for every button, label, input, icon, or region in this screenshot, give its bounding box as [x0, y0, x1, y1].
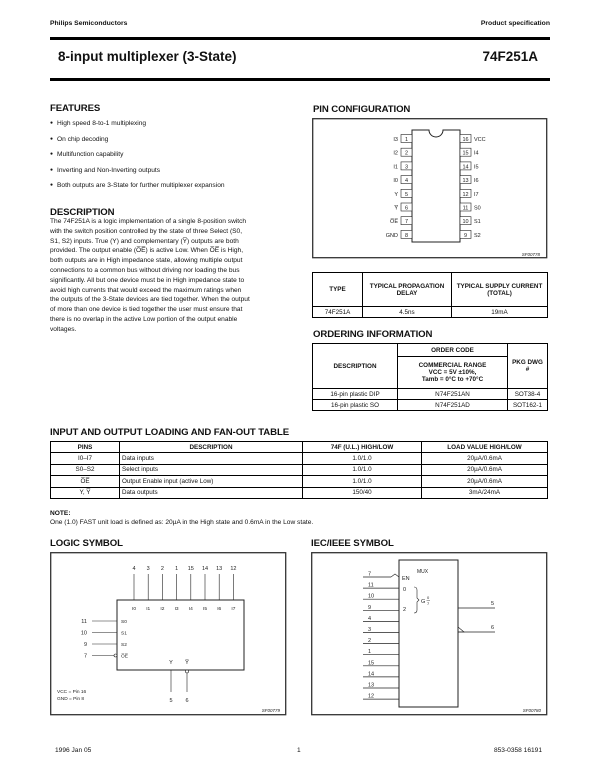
pin-label: O̅E̅ — [121, 654, 128, 660]
pin-number: 14 — [201, 566, 209, 572]
pin-number: 4 — [404, 178, 409, 185]
pin-number: 7 — [404, 219, 409, 226]
range-line: Tamb = 0°C to +70°C — [421, 376, 484, 383]
pin-number: 8 — [404, 232, 409, 239]
pin-label: I2 — [160, 607, 165, 612]
output-pin: 6 — [491, 625, 495, 631]
fanout-heading: INPUT AND OUTPUT LOADING AND FAN-OUT TABLE — [50, 427, 290, 438]
feature-item: ● High speed 8-to-1 multiplexing — [50, 120, 146, 127]
cell: 3mA/24mA — [422, 487, 548, 499]
cell: Y, Y̅ — [51, 487, 120, 499]
figure-code: SF00780 — [522, 708, 541, 713]
pin-config-heading: PIN CONFIGURATION — [313, 104, 411, 115]
pin-number: 4 — [132, 566, 136, 572]
pin-label: S0 — [474, 205, 481, 212]
feature-item: ● Inverting and Non-Inverting outputs — [50, 167, 160, 174]
pin-config-diagram — [312, 118, 548, 259]
logic-symbol-diagram — [50, 552, 287, 716]
cell: 150/40 — [303, 487, 422, 499]
description-heading: DESCRIPTION — [50, 207, 115, 218]
description-line: S1, S2) inputs. True (Y) and complementary (Y̅) outputs are both — [50, 237, 239, 245]
pin-number: 10 — [368, 593, 375, 600]
figure-code: SF00778 — [521, 252, 540, 257]
g-label: G — [421, 599, 426, 605]
pin-number: 10 — [80, 630, 87, 637]
pin-number: 7 — [83, 653, 87, 660]
cell: SOT38-4 — [508, 389, 548, 400]
col-header: DESCRIPTION — [120, 442, 303, 453]
cell: Select inputs — [120, 464, 303, 476]
pin-number: 15 — [368, 660, 375, 667]
vcc-note: VCC = Pin 16 — [57, 690, 87, 695]
pin-label: I4 — [188, 607, 193, 612]
pin-label: VCC — [474, 137, 486, 143]
inversion-bubble-icon — [186, 670, 189, 673]
cell: 20µA/0.6mA — [422, 453, 548, 465]
pin-label: S1 — [474, 219, 481, 226]
pin-label: I1 — [393, 164, 398, 171]
pin-number: 15 — [187, 566, 194, 572]
pin-label: O̅E̅ — [390, 219, 398, 226]
cell: 74F251A — [313, 307, 363, 318]
pin-number: 11 — [462, 205, 469, 212]
g-range: 0 — [427, 595, 430, 600]
description-line: The 74F251A is a logic implementation of a single 8-position switch — [50, 218, 247, 225]
iec-symbol-heading: IEC/IEEE SYMBOL — [311, 538, 394, 549]
description-line: there is no overlap in the active Low portion of the output enable — [50, 315, 238, 323]
pin-number: 1 — [368, 649, 372, 656]
ordering-heading: ORDERING INFORMATION — [313, 329, 433, 340]
pin-number: 2 — [404, 150, 409, 157]
pin-label: I7 — [474, 191, 479, 198]
pin-label: I1 — [146, 607, 151, 612]
note-text: One (1.0) FAST unit load is defined as: 20µA in the High state and 0.6mA in the Low state. — [50, 519, 314, 526]
feature-item: ● On chip decoding — [50, 136, 108, 143]
type-table — [312, 272, 548, 318]
table-row — [51, 476, 548, 488]
pin-number: 2 — [160, 566, 164, 572]
pin-number: 14 — [462, 164, 469, 171]
part-number: 74F251A — [482, 49, 538, 64]
note-label: NOTE: — [50, 510, 71, 517]
pin-number: 9 — [463, 232, 468, 239]
en-label: EN — [402, 576, 410, 582]
pin-label: I7 — [231, 607, 236, 612]
pin-number: 2 — [368, 638, 372, 645]
ordering-table — [312, 343, 548, 411]
pin-label: I4 — [474, 150, 479, 157]
features-heading: FEATURES — [50, 103, 101, 114]
page-number: 1 — [297, 747, 301, 754]
header-rule — [50, 37, 550, 40]
table-row — [51, 487, 548, 499]
output-label: Y — [169, 660, 173, 666]
pin-number: 6 — [185, 698, 189, 704]
pin-number: 3 — [146, 566, 150, 572]
pin-number: 7 — [368, 571, 372, 578]
cell: 16-pin plastic SO — [313, 400, 398, 411]
table-row — [313, 389, 548, 400]
col-header: DESCRIPTION — [313, 344, 398, 389]
pin-number: 1 — [175, 566, 179, 572]
table-row — [51, 464, 548, 476]
description-line: significantly. All but one device must be in High impedance state to — [50, 276, 245, 284]
footer-date: 1996 Jan 05 — [55, 747, 92, 754]
pin-label: I5 — [474, 164, 479, 171]
pin-label: I3 — [174, 607, 179, 612]
title-rule — [50, 78, 550, 81]
feature-item: ● Multifunction capability — [50, 151, 123, 158]
fanout-table — [50, 441, 548, 499]
logic-symbol-heading: LOGIC SYMBOL — [50, 538, 123, 549]
pin-number: 9 — [83, 642, 87, 648]
pin-label: S1 — [121, 631, 127, 637]
range-line: COMMERCIAL RANGE — [418, 362, 487, 369]
cell: 1.0/1.0 — [303, 453, 422, 465]
pin-label: Y̅ — [394, 205, 398, 212]
description-line: of more than one device is tied together the user must ensure that — [50, 306, 243, 314]
cell: I0–I7 — [51, 453, 120, 465]
pin-label: S2 — [474, 232, 481, 239]
brace-icon — [414, 587, 419, 613]
description-line: both outputs are in High impedance state, allowing multiple output — [50, 257, 243, 265]
cell: 1.0/1.0 — [303, 476, 422, 488]
pin-number: 9 — [368, 604, 372, 611]
pin-number: 6 — [404, 205, 409, 212]
cell: 16-pin plastic DIP — [313, 389, 398, 400]
pin-number: 13 — [216, 566, 223, 572]
pin-number: 15 — [462, 150, 469, 157]
col-header: 74F (U.L.) HIGH/LOW — [303, 442, 422, 453]
inverter-icon — [458, 627, 464, 632]
col-header: LOAD VALUE HIGH/LOW — [422, 442, 548, 453]
description-line: provided. The output enable (O̅E̅) is active Low. When O̅E̅ is High, — [50, 247, 244, 255]
pin-number: 1 — [404, 137, 409, 143]
pin-number: 10 — [462, 219, 469, 226]
table-row — [313, 400, 548, 411]
page-title: 8-input multiplexer (3-State) — [58, 49, 237, 64]
iec-symbol-diagram — [311, 552, 548, 716]
select-label: 0 — [403, 587, 407, 593]
col-header: TYPICAL PROPAGATION DELAY — [363, 273, 452, 307]
select-label: 2 — [403, 607, 407, 613]
col-header: TYPE — [313, 273, 363, 307]
cell: O̅E̅ — [51, 476, 120, 488]
col-header: PKG DWG # — [508, 344, 548, 389]
mux-label: MUX — [417, 569, 429, 575]
col-header: TYPICAL SUPPLY CURRENT (TOTAL) — [452, 273, 548, 307]
feature-item: ● Both outputs are 3-State for further multiplexer expansion — [50, 182, 225, 189]
output-pin: 5 — [491, 601, 495, 607]
pin-label: I3 — [393, 137, 398, 143]
pin-label: I0 — [393, 178, 398, 185]
commercial-range-header — [398, 357, 508, 389]
cell: 20µA/0.6mA — [422, 464, 548, 476]
table-row — [51, 453, 548, 465]
cell: N74F251AN — [398, 389, 508, 400]
pin-number: 13 — [462, 178, 469, 185]
cell: 4.5ns — [363, 307, 452, 318]
pin-label: I6 — [474, 178, 479, 185]
pin-number: 12 — [462, 191, 469, 198]
col-header: ORDER CODE — [398, 344, 508, 357]
pin-number: 12 — [368, 693, 375, 700]
company-name: Philips Semiconductors — [50, 20, 128, 27]
pin-number: 4 — [368, 615, 372, 622]
pin-number: 13 — [368, 682, 375, 689]
pin-label: I0 — [131, 607, 137, 612]
pin-label: Y — [394, 191, 398, 198]
pin-number: 5 — [404, 191, 409, 198]
pin-number: 11 — [368, 582, 374, 589]
cell: SOT162-1 — [508, 400, 548, 411]
pin-number: 14 — [368, 671, 375, 678]
cell: 1.0/1.0 — [303, 464, 422, 476]
chip-body — [412, 130, 460, 242]
cell: S0–S2 — [51, 464, 120, 476]
range-line: VCC = 5V ±10%, — [428, 369, 477, 376]
cell: N74F251AD — [398, 400, 508, 411]
pin-label: S2 — [121, 643, 127, 648]
pin-number: 5 — [169, 698, 173, 704]
cell: Data outputs — [120, 487, 303, 499]
output-label: Y̅ — [185, 660, 189, 666]
cell: Output Enable input (active Low) — [120, 476, 303, 488]
pin-label: S0 — [121, 620, 127, 625]
pin-label: I2 — [393, 150, 398, 157]
pin-number: 12 — [230, 566, 237, 572]
gnd-note: GND = Pin 8 — [57, 697, 85, 702]
description-line: with the switch position controlled by the state of three Select (S0, — [50, 227, 243, 235]
doc-type: Product specification — [480, 20, 550, 27]
description-line: avoid high currents that would exceed the maximum ratings when — [50, 286, 242, 294]
doc-number: 853-0358 16191 — [493, 747, 542, 754]
cell: 20µA/0.6mA — [422, 476, 548, 488]
pin-number: 11 — [81, 619, 87, 625]
pin-label: I6 — [217, 607, 222, 612]
pin-number: 16 — [462, 137, 469, 143]
cell: Data inputs — [120, 453, 303, 465]
description-text — [50, 217, 312, 335]
col-header: PINS — [51, 442, 120, 453]
pin-number: 3 — [368, 627, 372, 633]
figure-code: SF00779 — [261, 708, 280, 713]
pin-label: GND — [385, 232, 398, 239]
description-line: connections to a common bus without driving nor loading the bus — [50, 266, 240, 274]
table-row — [313, 307, 548, 318]
cell: 19mA — [452, 307, 548, 318]
inversion-bubble-icon — [114, 654, 117, 657]
description-line: the outputs of the 3-State devices are tied together. When the output — [50, 296, 250, 304]
pin-label: I5 — [202, 607, 208, 612]
g-range: 7 — [427, 601, 430, 606]
description-line: voltages. — [50, 325, 77, 333]
pin-number: 3 — [404, 164, 409, 171]
